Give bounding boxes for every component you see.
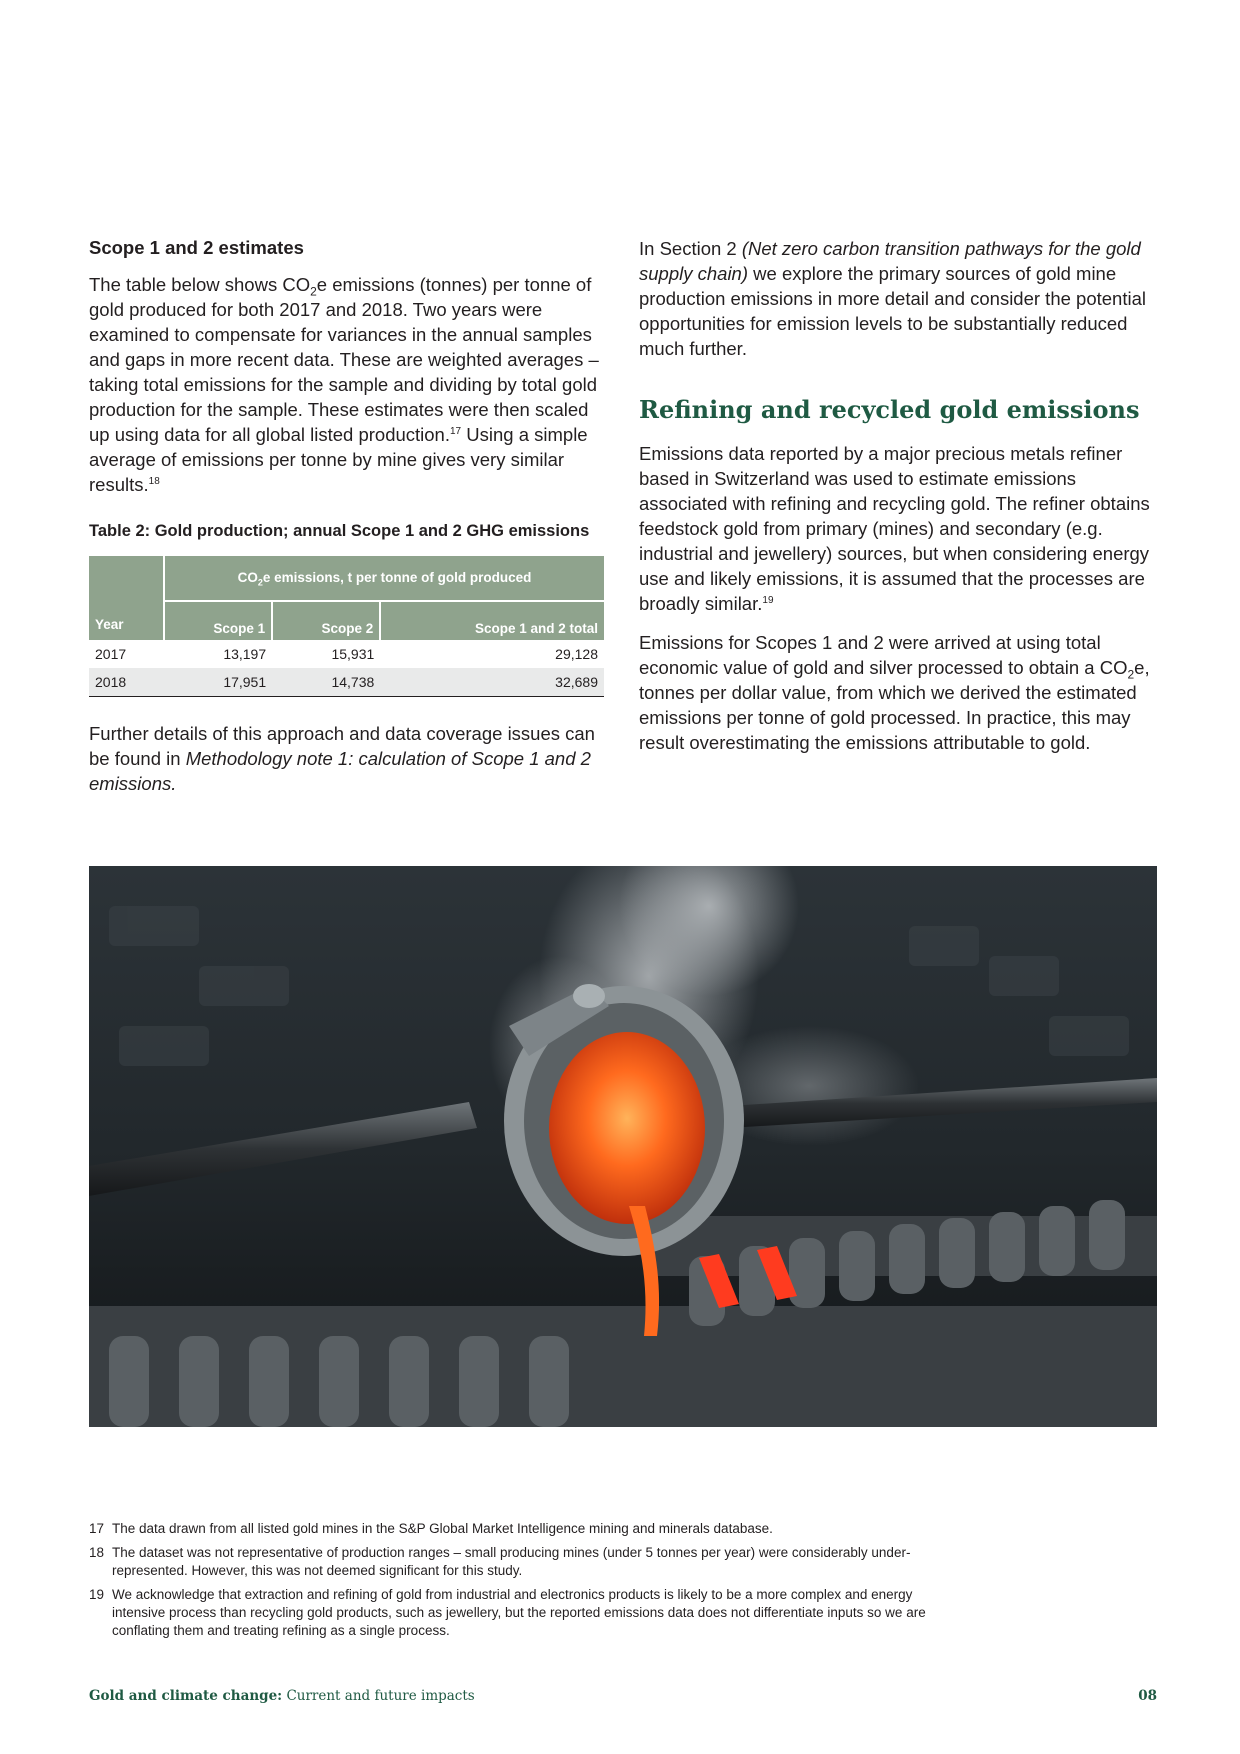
footnotes — [89, 1520, 969, 1646]
refining-paragraph: Emissions data reported by a major precious metals refiner based in Switzerland was used to estimate emissions associated with refining and recycling gold. The refiner obtains feedstock gold from primary (mines) and secondary (e.g. industrial and jewellery) sources, but when considering energy use and likely emissions, it is assumed that the processes are broadly similar.$^{19}$ — [639, 443, 1150, 614]
emissions-table — [89, 556, 604, 697]
col-header-year: Year — [89, 556, 164, 640]
col-header-scope2: Scope 2 — [272, 601, 380, 640]
section-heading-scope: Scope 1 and 2 estimates — [89, 237, 304, 258]
report-title: Gold and climate change: Current and future impacts — [89, 1688, 475, 1704]
col-header-total: Scope 1 and 2 total — [380, 601, 604, 640]
footnote-18: 18 The dataset was not representative of production ranges – small producing mines (under 5 tonnes per year) were considerably under-represented. However, this was not deemed significant for this study. — [89, 1545, 911, 1578]
page-footer — [89, 1688, 1157, 1704]
table-row — [89, 668, 604, 697]
footnote-19: 19 We acknowledge that extraction and refining of gold from industrial and electronics products is likely to be a more complex and energy intensive process than recycling gold products, such as jewellery, but the reported emissions data does not differentiate inputs so we are conflating them and treating refining as a single process. — [89, 1587, 926, 1638]
methodology-link[interactable]: Methodology note 1: calculation of Scope 1 and 2 emissions. — [89, 748, 591, 794]
section-heading-refining: Refining and recycled gold emissions — [639, 395, 1140, 424]
table-caption: Table 2: Gold production; annual Scope 1 and 2 GHG emissions — [89, 522, 590, 540]
cell-year: 2017 — [95, 646, 127, 662]
cell-year: 2018 — [89, 668, 164, 697]
cell-scope1: 17,951 — [164, 668, 272, 697]
left-column — [89, 236, 604, 810]
scopes-paragraph: Emissions for Scopes 1 and 2 were arrived at using total economic value of gold and silver processed to obtain a $CO_2e$, tonnes per dollar value, from which we derived the estimated emissions per tonne of gold processed. In practice, this may result overestimating the emissions attributable to gold. — [639, 632, 1150, 753]
footnote-ref-19[interactable]: 19 — [762, 594, 774, 606]
right-column — [639, 236, 1159, 769]
col-group-header: $CO_2e$ emissions, t per tonne of gold produced — [164, 556, 604, 601]
footnote-17: 17 The data drawn from all listed gold mines in the S&P Global Market Intelligence mining and minerals database. — [89, 1521, 773, 1536]
cell-scope1: 13,197 — [223, 646, 267, 662]
cell-total: 29,128 — [555, 646, 598, 662]
cell-total: 32,689 — [380, 668, 604, 697]
footnote-ref-17[interactable]: 17 — [450, 425, 462, 437]
footnote-ref-18[interactable]: 18 — [148, 475, 160, 487]
table-row — [89, 640, 604, 668]
cell-scope2: 15,931 — [331, 646, 375, 662]
section2-link[interactable]: (Net zero carbon transition pathways for the gold supply chain) — [639, 238, 1141, 284]
page-number: 08 — [1138, 1688, 1157, 1704]
section2-paragraph: In Section 2 (Net zero carbon transition pathways for the gold supply chain) we explore the primary sources of gold mine production emissions in more detail and consider the potential opportunities for emission levels to be substantially reduced much further. — [639, 238, 1146, 359]
scope-paragraph: The table below shows $CO_2e$ emissions (tonnes) per tonne of gold produced for both 2017 and 2018. Two years were examined to compensate for variances in the annual samples and gaps in more recent data. These are weighted averages – taking total emissions for the sample and dividing by total gold production for the sample. These estimates were then scaled up using data for all global listed production.$^{17}$ Using a simple average of emissions per tonne by mine gives very similar results.$^{18}$ — [89, 274, 599, 495]
cell-scope2: 14,738 — [272, 668, 380, 697]
molten-gold-photo — [89, 866, 1157, 1427]
methodology-paragraph: Further details of this approach and data coverage issues can be found in Methodology note 1: calculation of Scope 1 and 2 emissions. — [89, 723, 595, 794]
col-header-scope1: Scope 1 — [164, 601, 272, 640]
